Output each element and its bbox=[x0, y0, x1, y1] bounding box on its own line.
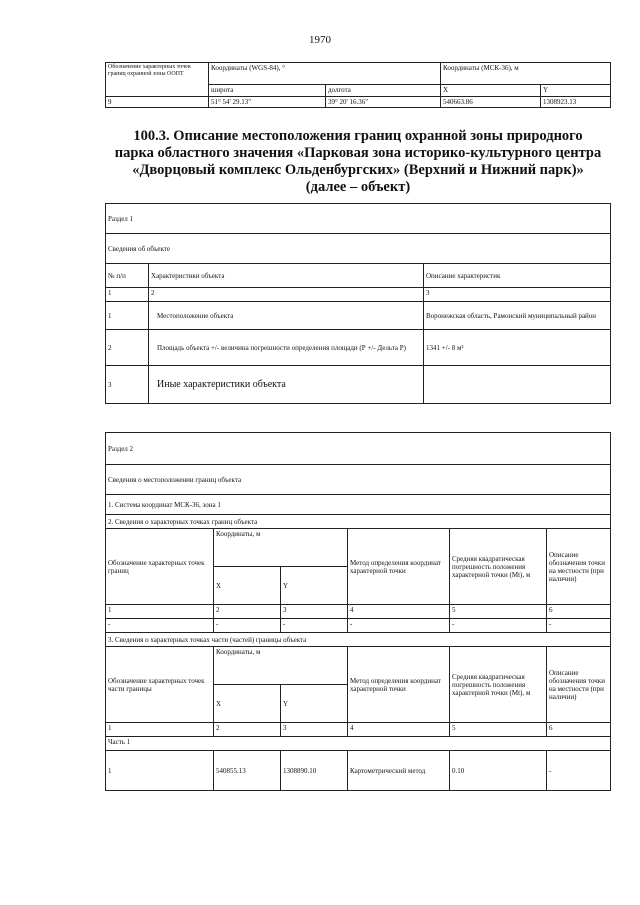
col-num: 1 bbox=[106, 605, 214, 619]
row3-num: 3 bbox=[106, 366, 149, 404]
col-num-2: 2 bbox=[149, 288, 424, 302]
header-wgs: Координаты (WGS-84), ° bbox=[209, 63, 441, 85]
col-num: 5 bbox=[450, 605, 547, 619]
col-num: 4 bbox=[348, 605, 450, 619]
cell-latitude: 51° 54' 29.13" bbox=[209, 97, 326, 108]
header-num: № п/п bbox=[106, 264, 149, 288]
col-num: 2 bbox=[214, 723, 281, 737]
row1-characteristic: Местоположение объекта bbox=[149, 302, 424, 330]
point-error: 0.10 bbox=[450, 751, 547, 791]
section1-subtitle: Сведения об объекте bbox=[106, 234, 611, 264]
header-method: Метод определения координат характерной точки bbox=[348, 647, 450, 723]
dash-cell: - bbox=[348, 619, 450, 633]
header-point-label: Обозначение характерных точек границ охранной зоны ООПТ bbox=[106, 63, 209, 97]
row2-characteristic: Площадь объекта +/- величина погрешности определения площади (Р +/- Дельта Р) bbox=[149, 330, 424, 366]
col-num-1: 1 bbox=[106, 288, 149, 302]
point-number: 1 bbox=[106, 751, 214, 791]
row2-num: 2 bbox=[106, 330, 149, 366]
header-x: X bbox=[441, 85, 541, 97]
part-label: Часть 1 bbox=[106, 737, 611, 751]
header-coordinates: Координаты, м bbox=[214, 529, 348, 567]
subsection-2: 2. Сведения о характерных точках границ объекта bbox=[106, 515, 611, 529]
header-coordinates: Координаты, м bbox=[214, 647, 348, 685]
col-num: 3 bbox=[281, 605, 348, 619]
header-description: Описание обозначения точки на местности (при наличии) bbox=[547, 647, 611, 723]
header-description: Описание обозначения точки на местности (при наличии) bbox=[547, 529, 611, 605]
coordinate-system: 1. Система координат МСК-36, зона 1 bbox=[106, 495, 611, 515]
heading-line-4: (далее – объект) bbox=[305, 179, 411, 195]
cell-longitude: 39° 20' 16.36" bbox=[326, 97, 441, 108]
heading-line-1: 100.3. Описание местоположения границ охранной зоны природного bbox=[133, 128, 583, 144]
section1-title: Раздел 1 bbox=[106, 204, 611, 234]
col-num: 4 bbox=[348, 723, 450, 737]
col-num: 6 bbox=[547, 605, 611, 619]
row2-description: 1341 +/- 8 м² bbox=[424, 330, 611, 366]
header-y: Y bbox=[281, 567, 348, 605]
col-num: 5 bbox=[450, 723, 547, 737]
subsection-3: 3. Сведения о характерных точках части (частей) границы объекта bbox=[106, 633, 611, 647]
dash-cell: - bbox=[450, 619, 547, 633]
section1-table bbox=[105, 203, 611, 404]
header-latitude: широта bbox=[209, 85, 326, 97]
header-y: Y bbox=[281, 685, 348, 723]
header-x: X bbox=[214, 685, 281, 723]
col-num: 1 bbox=[106, 723, 214, 737]
row1-description: Воронежская область, Рамонский муниципальный район bbox=[424, 302, 611, 330]
heading-line-3: «Дворцовый комплекс Ольденбургских» (Верхний и Нижний парк)» bbox=[132, 162, 584, 178]
col-num: 2 bbox=[214, 605, 281, 619]
header-error: Средняя квадратическая погрешность положения характерной точки (Mt), м bbox=[450, 529, 547, 605]
header-longitude: долгота bbox=[326, 85, 441, 97]
point-method: Картометрический метод bbox=[348, 751, 450, 791]
point-y: 1308890.10 bbox=[281, 751, 348, 791]
section2-table bbox=[105, 432, 611, 791]
section-heading bbox=[108, 128, 608, 196]
col-num-3: 3 bbox=[424, 288, 611, 302]
page-number: 1970 bbox=[309, 34, 331, 46]
dash-cell: - bbox=[281, 619, 348, 633]
row3-description bbox=[424, 366, 611, 404]
section2-subtitle: Сведения о местоположении границ объекта bbox=[106, 465, 611, 495]
cell-y: 1308923.13 bbox=[541, 97, 611, 108]
header-points-part: Обозначение характерных точек части границы bbox=[106, 647, 214, 723]
point-description: - bbox=[547, 751, 611, 791]
row3-characteristic: Иные характеристики объекта bbox=[149, 366, 424, 404]
header-x: X bbox=[214, 567, 281, 605]
cell-point: 9 bbox=[106, 97, 209, 108]
header-characteristics: Характеристики объекта bbox=[149, 264, 424, 288]
row1-num: 1 bbox=[106, 302, 149, 330]
dash-cell: - bbox=[214, 619, 281, 633]
header-error: Средняя квадратическая погрешность положения характерной точки (Mt), м bbox=[450, 647, 547, 723]
section2-title: Раздел 2 bbox=[106, 433, 611, 465]
header-y: Y bbox=[541, 85, 611, 97]
point-x: 540855.13 bbox=[214, 751, 281, 791]
col-num: 6 bbox=[547, 723, 611, 737]
col-num: 3 bbox=[281, 723, 348, 737]
dash-cell: - bbox=[547, 619, 611, 633]
header-points: Обозначение характерных точек границ bbox=[106, 529, 214, 605]
heading-line-2: парка областного значения «Парковая зона историко-культурного центра bbox=[114, 145, 602, 161]
cell-x: 540663.86 bbox=[441, 97, 541, 108]
header-description: Описание характеристик bbox=[424, 264, 611, 288]
header-msk: Координаты (МСК-36), м bbox=[441, 63, 611, 85]
dash-cell: - bbox=[106, 619, 214, 633]
header-method: Метод определения координат характерной точки bbox=[348, 529, 450, 605]
wgs-coordinates-table bbox=[105, 62, 611, 108]
